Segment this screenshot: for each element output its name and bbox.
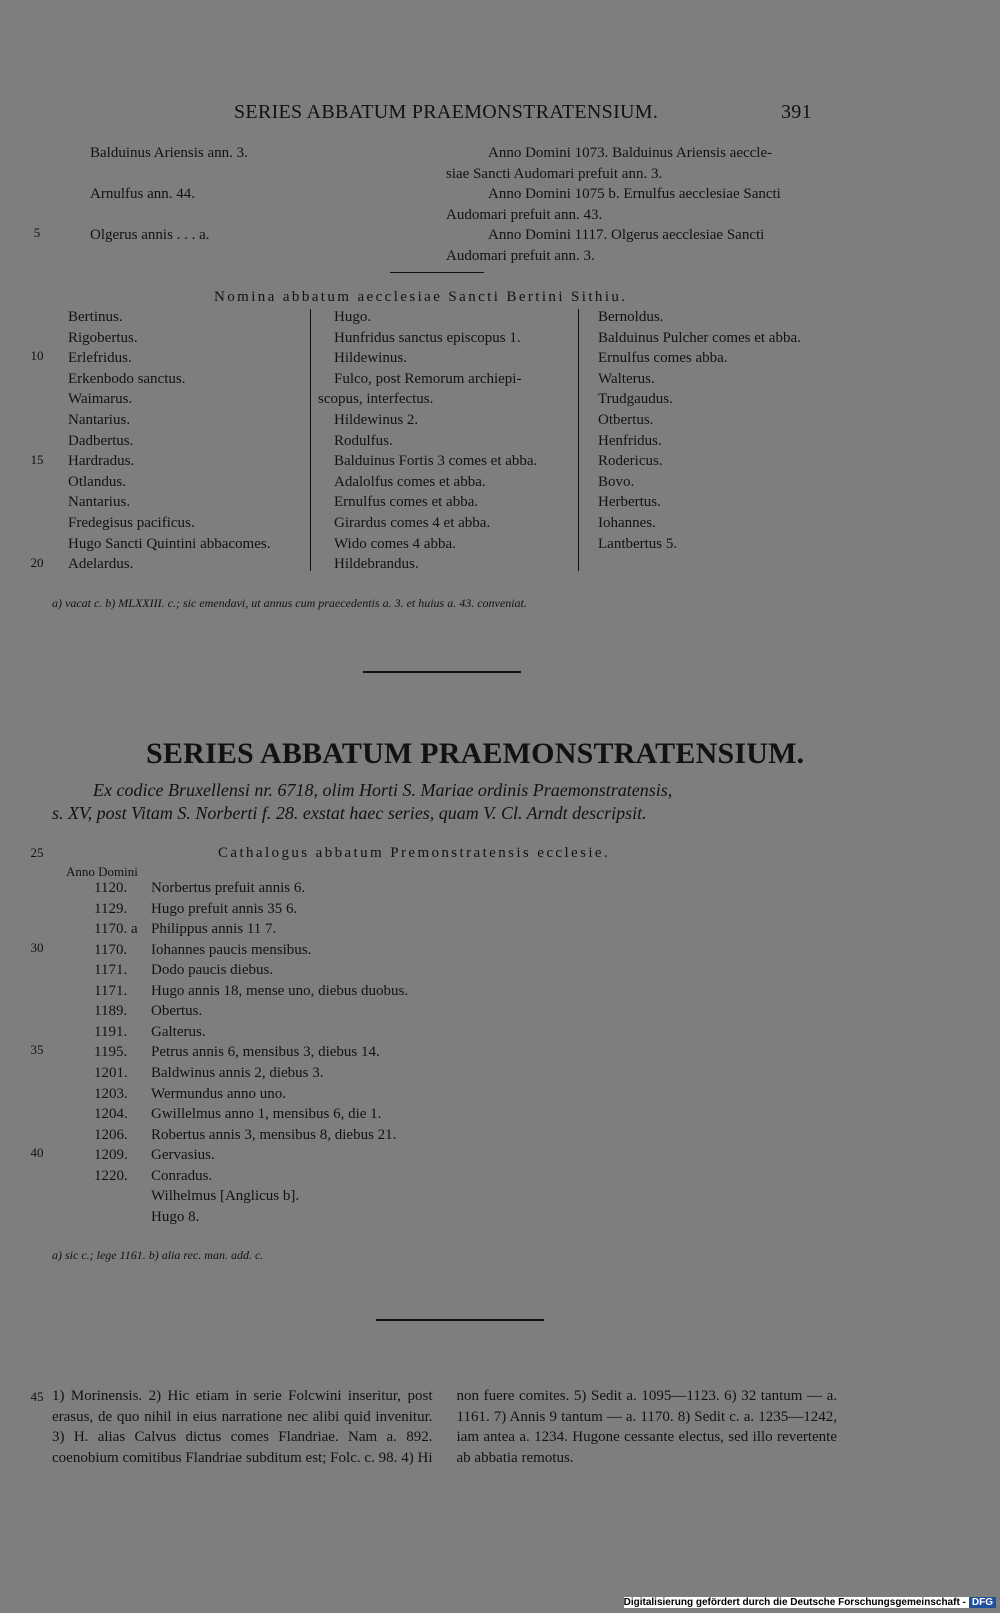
- abbot-name: Hugo.: [334, 309, 372, 325]
- abbot-name: Wido comes 4 abba.: [334, 535, 456, 552]
- abbot-name: Nantarius.: [68, 494, 131, 511]
- line-number: 10: [30, 348, 44, 363]
- top-right-line: Audomari prefuit ann. 3.: [446, 248, 595, 264]
- source-line: s. XV, post Vitam S. Norberti f. 28. exstat haec series, quam V. Cl. Arndt descripsit.: [52, 803, 647, 823]
- line-number: 5: [33, 225, 41, 240]
- top-right-line: Anno Domini 1117. Olgerus aecclesiae Sancti: [488, 227, 765, 243]
- nomina-col-1: [68, 307, 270, 575]
- abbot-name: Iohannes.: [598, 514, 656, 531]
- abbot-name: Hildebrandus.: [334, 556, 419, 573]
- abbot-name: Balduinus Pulcher comes et abba.: [598, 329, 801, 346]
- entry-text: Robertus annis 3, mensibus 8, diebus 21.: [151, 1127, 397, 1143]
- entry-year: 1170.: [94, 942, 128, 958]
- footnote-apparatus: a) vacat c. b) MLXXIII. c.; sic emendavi, ut annus cum praecedentis a. 3. et huius a. 43. conveniat.: [52, 596, 527, 610]
- section-divider: [363, 671, 521, 673]
- abbot-name: Trudgaudus.: [598, 391, 673, 408]
- entry-year: 1209.: [94, 1147, 128, 1163]
- credit-text: Digitalisierung gefördert durch die Deutsche Forschungsgemeinschaft -: [623, 1597, 966, 1608]
- entry-year: 1206.: [94, 1127, 128, 1143]
- nomina-col-2: [318, 307, 538, 575]
- line-number: 35: [30, 1042, 44, 1057]
- abbot-name: Bertinus.: [68, 309, 123, 325]
- abbot-name: Fulco, post Remorum archiepi-: [334, 370, 522, 387]
- line-number: 30: [30, 940, 44, 955]
- line-number: 40: [30, 1145, 44, 1160]
- entry-text: Galterus.: [151, 1024, 206, 1040]
- line-number: 25: [30, 845, 44, 860]
- entry-text: Dodo paucis diebus.: [151, 962, 274, 978]
- abbot-name: Rodericus.: [598, 453, 663, 470]
- list-heading: Cathalogus abbatum Premonstratensis ecclesie.: [218, 845, 611, 861]
- top-right-line: Anno Domini 1073. Balduinus Ariensis aeccle-: [488, 145, 773, 161]
- abbot-name: Bovo.: [598, 473, 635, 490]
- abbot-name: Balduinus Fortis 3 comes et abba.: [334, 453, 538, 470]
- entry-text: Obertus.: [151, 1003, 203, 1019]
- section-title: SERIES ABBATUM PRAEMONSTRATENSIUM.: [146, 737, 805, 770]
- top-left-entry: Balduinus Ariensis ann. 3.: [90, 145, 248, 161]
- abbot-name: Rigobertus.: [68, 329, 138, 346]
- column-divider: [310, 309, 311, 571]
- entry-year: 1220.: [94, 1168, 128, 1184]
- footnotes-text: 1) Morinensis. 2) Hic etiam in serie Folcwini inseritur, post erasus, de quo nihil in eius narratione nec alibi quid invenitur. 3) H. alias Calvus dictus comes Flandriae. Nam a. 892. coenobium comitibus Flandriae subditum est; Folc. c. 98. 4) Hi non fuere comites. 5) Sedit a. 1095—1123. 6) 32 tantum — a. 1161. 7) Annis 9 tantum — a. 1170. 8) Sedit c. a. 1235—1242, iam antea a. 1234. Hugone cessante electus, sed illo revertente ab abbatia remotus.: [52, 1388, 837, 1466]
- entry-year: 1195.: [94, 1044, 128, 1060]
- entry-text: Hugo 8.: [151, 1209, 200, 1225]
- abbot-name: Dadbertus.: [68, 432, 134, 449]
- abbot-name: Adalolfus comes et abba.: [334, 473, 486, 490]
- abbot-name: Girardus comes 4 et abba.: [334, 514, 491, 531]
- entry-text: Philippus annis 11 7.: [151, 921, 277, 937]
- abbot-name: Lantbertus 5.: [598, 535, 678, 552]
- nomina-heading: Nomina abbatum aecclesiae Sancti Bertini Sithiu.: [214, 289, 628, 305]
- entry-year: 1120.: [94, 880, 128, 896]
- entry-text: Baldwinus annis 2, diebus 3.: [151, 1065, 324, 1081]
- entry-year: 1189.: [94, 1003, 128, 1019]
- entry-text: Gwillelmus anno 1, mensibus 6, die 1.: [151, 1106, 382, 1122]
- abbot-name: Herbertus.: [598, 494, 661, 511]
- line-number: 20: [30, 555, 44, 570]
- abbot-name: Erkenbodo sanctus.: [68, 370, 186, 387]
- entry-year: 1191.: [94, 1024, 128, 1040]
- abbot-name: scopus, interfectus.: [318, 391, 434, 408]
- line-number: 45: [30, 1389, 44, 1404]
- abbot-name: Hugo Sancti Quintini abbacomes.: [68, 535, 271, 552]
- abbot-name: Otbertus.: [598, 411, 654, 428]
- entry-year: 1204.: [94, 1106, 128, 1122]
- footnotes-block: [52, 1386, 837, 1468]
- entry-text: Petrus annis 6, mensibus 3, diebus 14.: [151, 1044, 380, 1060]
- abbot-name: Erlefridus.: [68, 350, 132, 367]
- section-divider: [376, 1319, 544, 1321]
- nomina-col-3: [598, 307, 801, 554]
- short-rule: [390, 272, 484, 273]
- abbot-name: Fredegisus pacificus.: [68, 514, 195, 531]
- abbot-name: Waimarus.: [68, 391, 133, 408]
- running-head-title: SERIES ABBATUM PRAEMONSTRATENSIUM.: [234, 101, 659, 123]
- entry-text: Wilhelmus [Anglicus b].: [151, 1188, 300, 1204]
- top-left-entry: Olgerus annis . . . a.: [90, 227, 210, 243]
- abbot-name: Nantarius.: [68, 411, 131, 428]
- entry-year: 1171.: [94, 962, 128, 978]
- entry-year: 1170. a: [94, 921, 138, 937]
- entry-text: Wermundus anno uno.: [151, 1086, 287, 1102]
- column-divider: [578, 309, 579, 571]
- entry-text: Iohannes paucis mensibus.: [151, 942, 312, 958]
- entry-year: 1201.: [94, 1065, 128, 1081]
- dfg-logo: DFG: [969, 1597, 996, 1608]
- abbot-name: Otlandus.: [68, 473, 126, 490]
- abbot-name: Hildewinus.: [334, 350, 407, 367]
- abbot-name: Henfridus.: [598, 432, 662, 449]
- footnote-apparatus: a) sic c.; lege 1161. b) alia rec. man. add. c.: [52, 1248, 264, 1262]
- abbot-name: Adelardus.: [68, 556, 134, 573]
- abbot-name: Rodulfus.: [334, 432, 393, 449]
- entry-text: Hugo prefuit annis 35 6.: [151, 901, 298, 917]
- abbot-name: Hunfridus sanctus episcopus 1.: [334, 329, 521, 346]
- entry-text: Gervasius.: [151, 1147, 215, 1163]
- source-line: Ex codice Bruxellensi nr. 6718, olim Horti S. Mariae ordinis Praemonstratensis,: [93, 780, 673, 800]
- abbot-name: Hildewinus 2.: [334, 411, 419, 428]
- entry-text: Hugo annis 18, mense uno, diebus duobus.: [151, 983, 409, 999]
- entry-text: Norbertus prefuit annis 6.: [151, 880, 306, 896]
- entry-year: 1203.: [94, 1086, 128, 1102]
- abbot-name: Hardradus.: [68, 453, 135, 470]
- line-number: 15: [30, 452, 44, 467]
- digitization-credit: [624, 1597, 996, 1608]
- top-right-line: siae Sancti Audomari prefuit ann. 3.: [446, 166, 663, 182]
- abbot-name: Walterus.: [598, 370, 655, 387]
- abbot-name: Ernulfus comes abba.: [598, 350, 728, 367]
- abbot-name: Ernulfus comes et abba.: [334, 494, 479, 511]
- anno-domini-label: Anno Domini: [66, 864, 138, 879]
- top-right-line: Anno Domini 1075 b. Ernulfus aecclesiae Sancti: [488, 186, 781, 202]
- entry-year: 1171.: [94, 983, 128, 999]
- entry-text: Conradus.: [151, 1168, 213, 1184]
- top-right-line: Audomari prefuit ann. 43.: [446, 207, 603, 223]
- abbot-name: Bernoldus.: [598, 309, 664, 325]
- top-left-entry: Arnulfus ann. 44.: [90, 186, 195, 202]
- entry-year: 1129.: [94, 901, 128, 917]
- page-number: 391: [781, 101, 812, 123]
